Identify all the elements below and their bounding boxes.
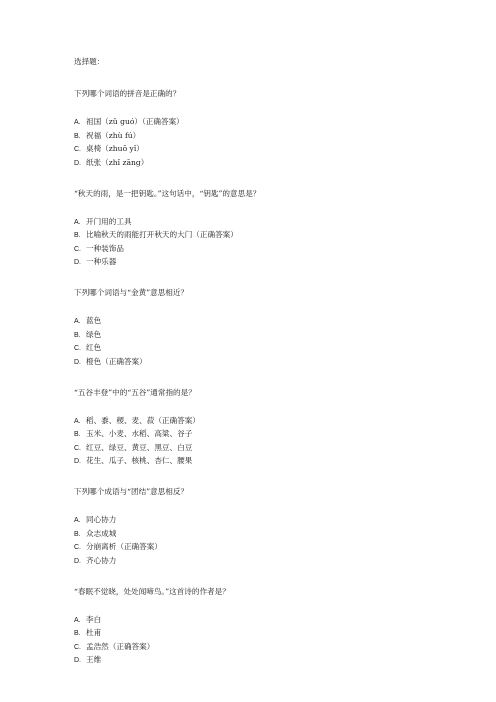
option-text: 桌椅（zhuō yǐ）	[86, 144, 144, 153]
option-letter: D.	[74, 159, 81, 167]
option-item	[74, 344, 474, 353]
question-text: “秋天的雨，是一把钥匙。”这句话中，“钥匙”的意思是？	[74, 188, 261, 198]
option-letter: D.	[74, 657, 81, 664]
option-letter: A.	[74, 616, 81, 624]
question-list	[74, 90, 474, 665]
option-letter: C.	[74, 643, 81, 651]
question-block	[74, 389, 474, 467]
option-letter: B.	[74, 530, 81, 538]
option-letter: A.	[74, 119, 81, 126]
option-text: 祖国（zǔ guó）（正确答案）	[86, 117, 184, 126]
option-text: 一种乐器	[86, 257, 117, 266]
option-item	[74, 417, 474, 426]
question-text: “春眠不觉晓，处处闻啼鸟。”这首诗的作者是？	[74, 586, 230, 596]
question-block	[74, 190, 474, 268]
option-text: 稻、黍、稷、麦、菽（正确答案）	[86, 415, 200, 425]
option-text: 红豆、绿豆、黄豆、黑豆、白豆	[86, 442, 193, 452]
option-text: 红色	[86, 343, 102, 352]
option-list	[74, 516, 474, 566]
option-list	[74, 218, 474, 268]
question-text: 下列哪个词语与“金黄”意思相近？	[74, 288, 189, 297]
option-text: 祝福（zhù fú）	[86, 130, 141, 140]
option-item	[74, 557, 474, 566]
option-letter: C.	[74, 245, 81, 253]
option-item	[74, 132, 474, 141]
option-item	[74, 457, 474, 466]
option-text: 王维	[86, 655, 102, 664]
option-text: 分崩离析（正确答案）	[86, 542, 162, 551]
option-letter: B.	[74, 132, 81, 140]
option-item	[74, 629, 474, 638]
option-letter: D.	[74, 458, 81, 465]
option-list	[74, 417, 474, 467]
option-text: 比喻秋天的雨能打开秋天的大门（正确答案）	[86, 230, 238, 239]
question-block	[74, 289, 474, 367]
option-text: 开门用的工具	[86, 216, 132, 226]
option-item	[74, 530, 474, 539]
option-letter: A.	[74, 417, 81, 425]
option-item	[74, 245, 474, 254]
option-letter: A.	[74, 218, 81, 226]
option-item	[74, 444, 474, 453]
option-text: 纸张（zhǐ zāng）	[86, 157, 149, 167]
option-letter: C.	[74, 345, 81, 352]
option-letter: D.	[74, 557, 81, 565]
option-text: 花生、瓜子、核桃、杏仁、腰果	[86, 456, 193, 465]
option-item	[74, 317, 474, 326]
option-item	[74, 145, 474, 154]
option-text: 同心协力	[86, 515, 117, 524]
option-text: 玉米、小麦、水稻、高粱、谷子	[86, 429, 193, 438]
option-text: 李白	[86, 614, 102, 624]
question-block	[74, 588, 474, 666]
option-text: 众志成城	[86, 528, 117, 538]
option-list	[74, 317, 474, 367]
option-text: 杜甫	[86, 628, 102, 637]
option-letter: B.	[74, 431, 81, 438]
option-letter: B.	[74, 331, 81, 339]
option-item	[74, 118, 474, 127]
option-text: 孟浩然（正确答案）	[86, 641, 155, 651]
question-block	[74, 488, 474, 566]
question-text: 下列哪个词语的拼音是正确的？	[74, 89, 181, 98]
option-item	[74, 218, 474, 227]
option-item	[74, 516, 474, 525]
option-item	[74, 358, 474, 367]
option-item	[74, 258, 474, 267]
option-item	[74, 656, 474, 665]
question-block	[74, 90, 474, 168]
question-text: 下列哪个成语与“团结”意思相反？	[74, 487, 189, 496]
option-list	[74, 118, 474, 168]
option-item	[74, 616, 474, 625]
document-page	[74, 58, 474, 687]
option-text: 绿色	[86, 329, 102, 339]
option-letter: C.	[74, 146, 81, 153]
option-item	[74, 643, 474, 652]
option-letter: D.	[74, 358, 81, 366]
option-text: 齐心协力	[86, 555, 117, 565]
option-list	[74, 616, 474, 666]
option-letter: B.	[74, 630, 81, 637]
option-text: 蓝色	[86, 316, 102, 325]
option-letter: C.	[74, 544, 81, 551]
option-item	[74, 430, 474, 439]
option-letter: A.	[74, 517, 81, 524]
section-heading: 选择题：	[74, 57, 105, 66]
option-text: 一种装饰品	[86, 243, 124, 253]
option-letter: A.	[74, 318, 81, 325]
option-item	[74, 543, 474, 552]
option-letter: C.	[74, 444, 81, 452]
option-item	[74, 231, 474, 240]
option-text: 橙色（正确答案）	[86, 356, 147, 366]
option-item	[74, 331, 474, 340]
option-item	[74, 159, 474, 168]
option-letter: B.	[74, 232, 81, 239]
option-letter: D.	[74, 259, 81, 266]
question-text: “五谷丰登”中的“五谷”通常指的是？	[74, 387, 196, 397]
